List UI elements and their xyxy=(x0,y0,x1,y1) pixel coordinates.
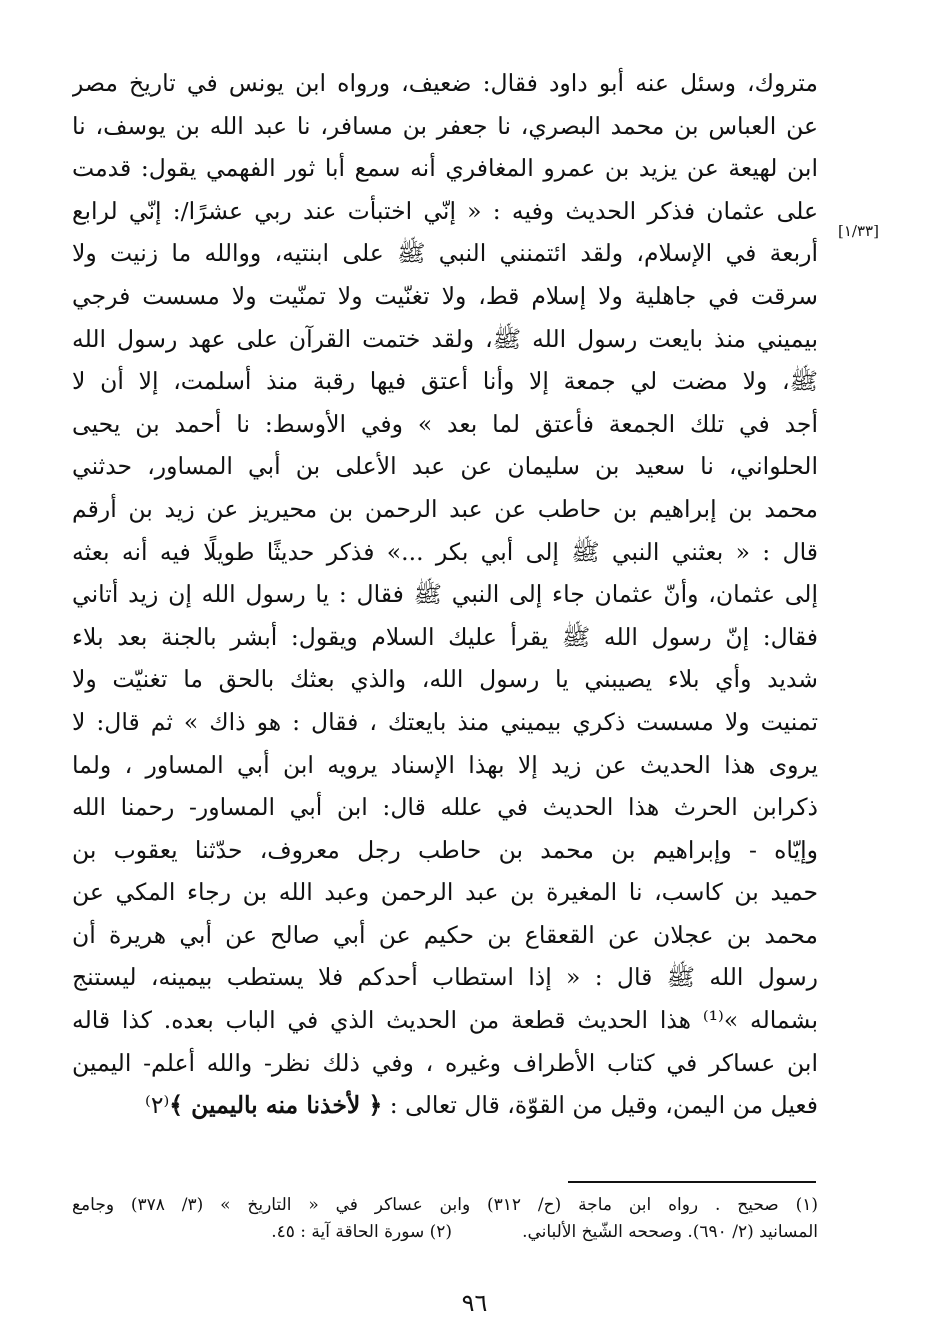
last-line-text: فعيل من اليمن، وقيل من القوّة، قال تعالى : xyxy=(382,1091,818,1120)
footnote-1: (١) صحيح . رواه ابن ماجة (ح/ ٣١٢) وابن عساكر في « التاريخ » (٣/ ٣٧٨) وجامع xyxy=(72,1195,818,1215)
text-line: محمد بن إبراهيم بن حاطب عن عبد الرحمن بن محيريز عن زيد بن أرقم xyxy=(72,494,818,523)
footnote-separator xyxy=(568,1181,816,1183)
text-line: حميد بن كاسب، نا المغيرة بن عبد الرحمن وعبد الله بن رجاء المكي عن xyxy=(72,878,818,907)
footnotes-block xyxy=(72,1192,818,1246)
text-line: محمد بن عجلان عن القعقاع بن حكيم عن أبي صالح عن أبي هريرة أن xyxy=(72,920,818,949)
footnote-marker: ⁽٢⁾ xyxy=(145,1091,170,1120)
text-line: ابن عساكر في كتاب الأطراف وغيره ، وفي ذلك نظر- والله أعلم- اليمين xyxy=(72,1048,818,1077)
text-line-last xyxy=(72,1084,818,1127)
text-line: ابن لهيعة عن يزيد بن عمرو المغافري أنه سمع أبا ثور الفهمي يقول: قدمت xyxy=(72,154,818,183)
text-line: يروى هذا الحديث عن زيد إلا بهذا الإسناد يرويه ابن أبي المساور ، ولما xyxy=(72,750,818,779)
text-line: ذكرابن الحرث هذا الحديث في علله قال: ابن أبي المساور- رحمنا الله xyxy=(72,793,818,822)
text-line: قال : « بعثني النبي ﷺ إلى أبي بكر ...» فذكر حديثًا طويلًا فيه أنه بعثه xyxy=(72,537,818,566)
footnote-line-2 xyxy=(72,1219,818,1246)
text-line: رسول الله ﷺ قال : « إذا استطاب أحدكم فلا يستطب بيمينه، ليستنج xyxy=(72,963,818,992)
main-text-block xyxy=(72,62,818,1127)
footnote-2: (٢) سورة الحاقة آية : ٤٥. xyxy=(271,1222,453,1242)
text-line: الحلواني، نا سعيد بن سليمان عن عبد الأعلى بن أبي المساور، حدثني xyxy=(72,452,818,481)
quran-verse: ﴿ لأخذنا منه باليمين ﴾ xyxy=(169,1091,383,1120)
text-line: عن العباس بن محمد البصري، نا جعفر بن مسافر، نا عبد الله بن يوسف، نا xyxy=(72,111,818,140)
text-line: أربعة في الإسلام، ولقد ائتمنني النبي ﷺ على ابنتيه، ووالله ما زنيت ولا xyxy=(72,239,818,268)
text-line: أجد في تلك الجمعة فأعتق لما بعد » وفي الأوسط: نا أحمد بن يحيى xyxy=(72,409,818,438)
footnote-1-continuation: المسانيد (٢/ ٦٩٠). وصححه الشّيخ الألباني. xyxy=(522,1222,818,1242)
text-line: شديد وأي بلاء يصيبني يا رسول الله، والذي بعثك بالحق ما تغنيّت ولا xyxy=(72,665,818,694)
text-line: فقال: إنّ رسول الله ﷺ يقرأ عليك السلام ويقول: أبشر بالجنة بعد بلاء xyxy=(72,622,818,651)
text-line: وإيّاه - وإبراهيم بن محمد بن حاطب رجل معروف، حدّثنا يعقوب بن xyxy=(72,835,818,864)
page-number: ٩٦ xyxy=(461,1289,488,1317)
text-line: تمنيت ولا مسست ذكري بيميني منذ بايعتك ، فقال : هو ذاك » ثم قال: لا xyxy=(72,707,818,736)
text-line: بيميني منذ بايعت رسول الله ﷺ، ولقد ختمت القرآن على عهد رسول الله xyxy=(72,324,818,353)
text-line: بشماله »⁽¹⁾ هذا الحديث قطعة من الحديث الذي في الباب بعده. كذا قاله xyxy=(72,1006,818,1035)
text-line: إلى عثمان، وأنّ عثمان جاء إلى النبي ﷺ فقال : يا رسول الله إن زيد أتاني xyxy=(72,580,818,609)
margin-manuscript-reference: [١/٣٣] xyxy=(838,222,879,240)
text-line: على عثمان فذكر الحديث وفيه : « إنّي اختبأت عند ربي عشرًا/: إنّي لرابع xyxy=(72,196,818,225)
text-line: ﷺ، ولا مضت لي جمعة إلا وأنا أعتق فيها رقبة منذ أسلمت، إلا أن لا xyxy=(72,367,818,396)
text-line: سرقت في جاهلية ولا إسلام قط، ولا تغنّيت ولا تمنّيت ولا مسست فرجي xyxy=(72,281,818,310)
text-line: متروك، وسئل عنه أبو داود فقال: ضعيف، ورواه ابن يونس في تاريخ مصر xyxy=(72,69,818,97)
